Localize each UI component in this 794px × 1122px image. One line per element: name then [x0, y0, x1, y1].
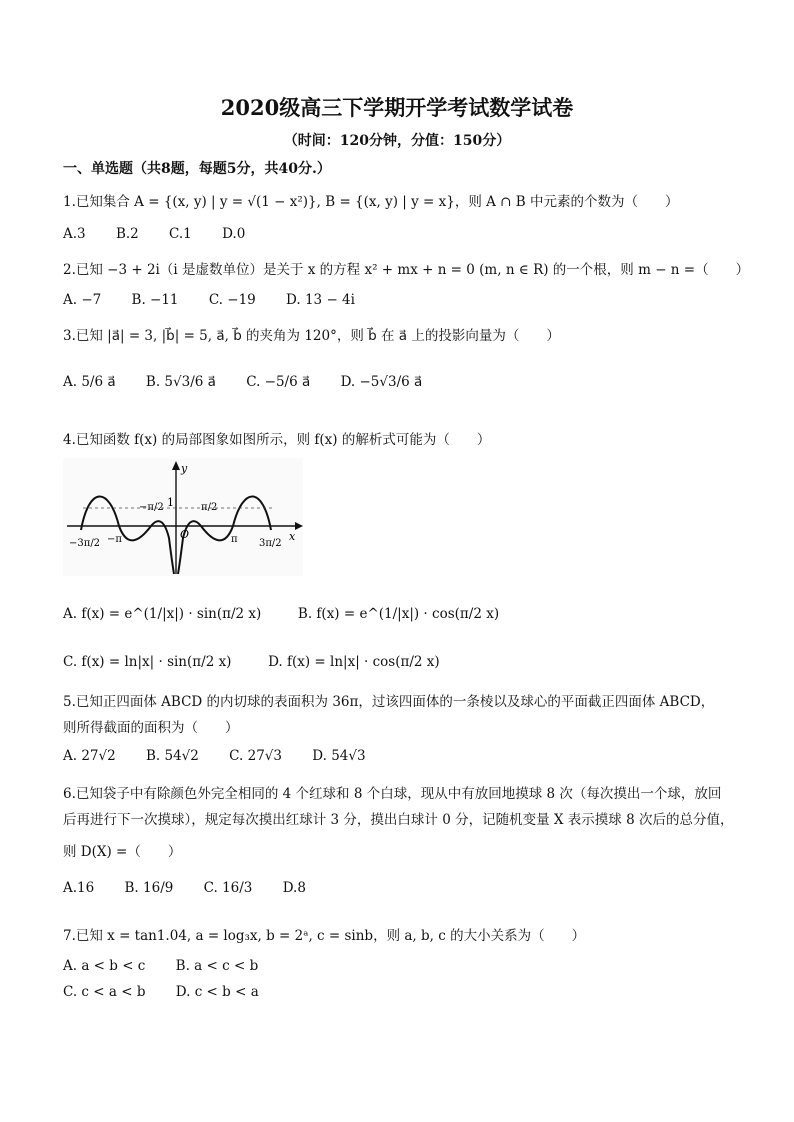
option-a: A.3: [63, 226, 86, 242]
option-a: A. a < b < c: [63, 958, 146, 974]
option-a: A. 5/6 a⃗: [63, 374, 116, 390]
question-5-line-2: 则所得截面的面积为（ ）: [63, 720, 239, 736]
question-2-text: 2.已知 −3 + 2i（i 是虚数单位）是关于 x 的方程 x² + mx + n = 0 (m, n ∈ R) 的一个根，则 m − n =（ ）: [63, 262, 750, 278]
question-1-text: 1.已知集合 A = {(x, y) | y = √(1 − x²)}, B = {(x, y) | y = x}，则 A ∩ B 中元素的个数为（ ）: [63, 194, 679, 210]
option-d: D. 13 − 4i: [286, 292, 355, 308]
question-1-options: [63, 226, 271, 242]
question-6-line-3: 则 D(X) =（ ）: [63, 844, 182, 860]
option-c: C. 27√3: [229, 748, 282, 764]
question-6-line-1: 6.已知袋子中有除颜色外完全相同的 4 个红球和 8 个白球，现从中有放回地摸球 8 次（每次摸出一个球，放回: [63, 786, 722, 802]
option-d: D. 54√3: [312, 748, 366, 764]
option-c: C. c < a < b: [63, 984, 146, 1000]
option-d: D.8: [282, 880, 306, 896]
question-2-options: [63, 292, 381, 308]
label-neg-three-half-pi: −3π/2: [69, 538, 101, 549]
question-7-text: 7.已知 x = tan1.04, a = log₃x, b = 2ᵃ, c = sinb，则 a, b, c 的大小关系为（ ）: [63, 928, 586, 944]
option-c: C. 16/3: [203, 880, 253, 896]
option-a: A. 27√2: [63, 748, 116, 764]
question-5-line-1: 5.已知正四面体 ABCD 的内切球的表面积为 36π，过该四面体的一条棱以及球心的平面截正四面体 ABCD，: [63, 694, 715, 710]
option-d: D. f(x) = ln|x| · cos(π/2 x): [268, 654, 440, 670]
origin-label: O: [180, 528, 190, 541]
question-4-text: 4.已知函数 f(x) 的局部图象如图所示，则 f(x) 的解析式可能为（ ）: [63, 432, 491, 448]
exam-title: 2020级高三下学期开学考试数学试卷: [220, 95, 574, 120]
label-pi: π: [231, 534, 238, 545]
option-b: B. a < c < b: [175, 958, 259, 974]
question-4-option-c: [63, 654, 440, 670]
question-3-text: 3.已知 |a⃗| = 3, |b⃗| = 5, a⃗, b⃗ 的夹角为 120°，则 b⃗ 在 a⃗ 上的投影向量为（ ）: [63, 328, 560, 344]
option-d: D. −5√3/6 a⃗: [340, 374, 423, 390]
option-a: A. f(x) = e^(1/|x|) · sin(π/2 x): [63, 606, 262, 622]
y-label: y: [181, 462, 188, 475]
question-7-options-row-1: [63, 958, 284, 974]
exam-subtitle: （时间：120分钟，分值：150分）: [283, 133, 511, 149]
question-6-options: [63, 880, 332, 896]
label-one: 1: [167, 496, 174, 509]
question-4-option-a: [63, 606, 499, 622]
question-7-options-row-2: [63, 984, 285, 1000]
question-6-line-2: 后再进行下一次摸球），规定每次摸出红球计 3 分，摸出白球计 0 分，记随机变量 X 表示摸球 8 次后的总分值，: [63, 812, 734, 828]
option-c: C. f(x) = ln|x| · sin(π/2 x): [63, 654, 232, 670]
label-neg-half-pi: −π/2: [139, 502, 164, 513]
option-b: B.2: [115, 226, 139, 242]
option-a: A.16: [63, 880, 95, 896]
option-b: B. 16/9: [124, 880, 174, 896]
question-5-options: [63, 748, 392, 764]
section-heading: 一、单选题（共8题，每题5分，共40分.）: [63, 161, 331, 177]
option-c: C. −5/6 a⃗: [246, 374, 311, 390]
option-c: C.1: [169, 226, 192, 242]
option-b: B. f(x) = e^(1/|x|) · cos(π/2 x): [297, 606, 500, 622]
x-label: x: [289, 530, 296, 543]
option-a: A. −7: [63, 292, 102, 308]
label-half-pi: π/2: [201, 502, 218, 513]
option-d: D. c < b < a: [175, 984, 259, 1000]
option-c: C. −19: [208, 292, 256, 308]
option-b: B. −11: [131, 292, 179, 308]
label-neg-pi: −π: [107, 534, 122, 545]
question-3-options: [63, 374, 448, 390]
option-b: B. 5√3/6 a⃗: [145, 374, 216, 390]
option-d: D.0: [222, 226, 246, 242]
option-b: B. 54√2: [146, 748, 199, 764]
label-three-half-pi: 3π/2: [259, 538, 282, 549]
function-graph: [63, 458, 303, 576]
